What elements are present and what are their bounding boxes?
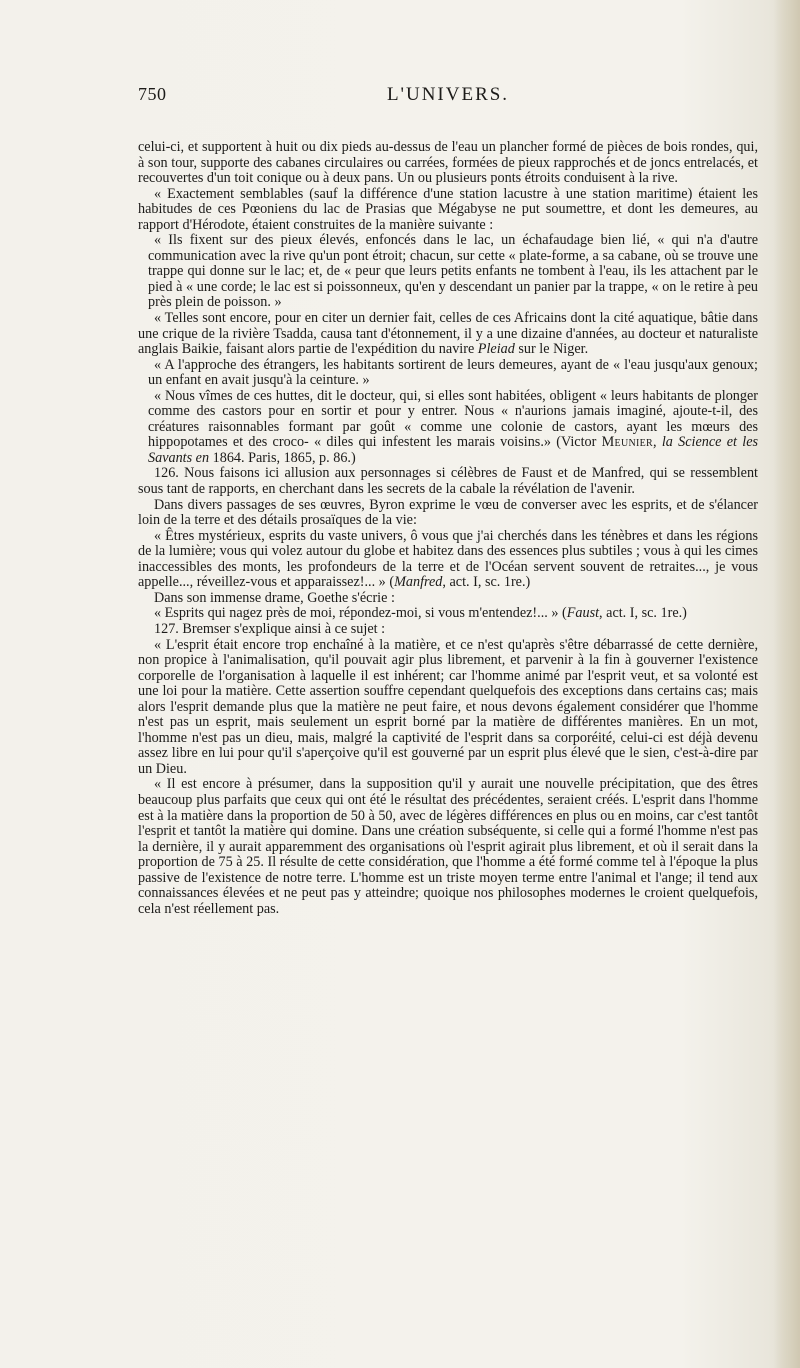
quote-text: « Esprits qui nagez près de moi, répondez-moi, si vous m'entendez!... »	[154, 605, 559, 622]
separator: ,	[653, 434, 662, 451]
ref-close: , act. I, sc. 1re.)	[599, 605, 687, 622]
quote-baikie: « A l'approche des étrangers, les habitants sortirent de leurs demeures, ayant de « l'eau jusqu'aux genoux; un enfant en avait jusqu'à la ceinture. »	[148, 356, 758, 389]
author-name: Meunier	[601, 434, 654, 451]
page-number: 750	[138, 84, 167, 104]
paragraph-text: « Telles sont encore, pour en citer un dernier fait, celles de ces Africains dont la cité aquatique, bâtie dans une crique de la rivière Tsadda, causa tant d'étonnement, il y a une dizaine d'années, au docteur et naturaliste anglais Baikie, faisant alors partie de l'expédition du navire	[138, 310, 758, 358]
body-text	[138, 140, 758, 917]
quote-text: « Êtres mystérieux, esprits du vaste univers, ô vous que j'ai cherchés dans les ténèbres et dans les régions de la lumière; vous qui volez autour du globe et habitez dans des essences plus subtiles ; vous à qui les cimes inaccessibles des monts, les profondeurs de la terre et de l'Océan servent souvent de retraites..., je vous appelle..., réveillez-vous et apparaissez!... »	[138, 527, 758, 591]
quote-faust	[138, 606, 758, 622]
ref-open: (	[558, 605, 567, 622]
ref-open: (	[385, 574, 395, 591]
note-127: 127. Bremser s'explique ainsi à ce sujet :	[154, 620, 386, 637]
ref-close: , act. I, sc. 1re.)	[442, 574, 531, 591]
paragraph: Dans divers passages de ses œuvres, Byron exprime le vœu de converser avec les esprits, et de s'élancer loin de la terre et des détails prosaïques de la vie:	[138, 496, 758, 529]
ship-name: Pleiad	[477, 341, 515, 358]
quote-text: « Nous vîmes de ces huttes, dit le docteur, qui, si elles sont habitées, obligent « leurs habitants de plonger comme des castors pour en sortir et pour y entrer. Nous « n'aurions jamais imaginé, ajoute-t-il, des créatures raisonnables formant par goût « comme une colonie de castors, ayant les mœurs des hippopotames et des croco- « diles qui infestent les marais voisins.» (Victor	[148, 387, 758, 451]
quote-herodotus: « Ils fixent sur des pieux élevés, enfoncés dans le lac, un échafaudage bien lié, « qui n'a d'autre communication avec la rive qu'un pont étroit; chacun, sur cette « plate-forme, a sa cabane, où se trouve une trappe qui donne sur le lac; et, de « peur que leurs petits enfants ne tombent à l'eau, ils les attachent par le pied à « une corde; le lac est si poissonneux, qu'en y descendant un panier par la trappe, « on le retire à peu près plein de poisson. »	[148, 232, 758, 311]
quote-bremser: « L'esprit était encore trop enchaîné à la matière, et ce n'est qu'après s'être débarrassé de cette dernière, non propice à l'animalisation, qu'il pouvait agir plus librement, et parvenir à la fin à gouverner l'existence corporelle de l'organisation à laquelle il est inhérent; car l'homme animé par l'esprit veut, et sa volonté est une loi pour la matière. Cette assertion souffre cependant quelquefois des exceptions dans certains cas; mais alors l'esprit demande plus que la matière ne peut faire, et nous devons également considérer que l'homme n'est pas un esprit, mais seulement un esprit borné par la matière de différentes manières. En un mot, l'homme n'est pas un dieu, mais, malgré la captivité de l'esprit dans sa corporéité, celui-ci est déjà devenu assez libre en lui pour qu'il s'aperçoive qu'il est gouverné par un esprit plus élevé que le sien, c'est-à-dire par un Dieu.	[138, 636, 758, 777]
quote-manfred	[138, 529, 758, 591]
manfred-title: Manfred	[394, 574, 443, 591]
paragraph-text: sur le Niger.	[514, 341, 589, 358]
paragraph	[138, 311, 758, 358]
quote-baikie-2	[138, 389, 758, 467]
page-header	[138, 84, 758, 110]
paragraph: celui-ci, et supportent à huit ou dix pieds au-dessus de l'eau un plancher formé de pièces de bois rondes, qui, à son tour, supporte des cabanes circulaires ou carrées, formées de pieux rapprochés et de joncs entrelacés, et recouvertes d'un toit conique ou à deux pans. Un ou plusieurs ponts étroits conduisent à la rive.	[138, 139, 758, 187]
paragraph: Dans son immense drame, Goethe s'écrie :	[154, 589, 395, 606]
quote-bremser-2: « Il est encore à présumer, dans la supposition qu'il y aurait une nouvelle précipitation, que des êtres beaucoup plus parfaits que ceux qui ont été le résultat des précédentes, seraient créés. L'esprit dans l'homme est à la matière dans la proportion de 50 à 50, avec de légères différences en plus ou en moins, car c'est tantôt l'esprit et tantôt la matière qui domine. Dans une création subséquente, si celle qui a formé l'homme n'est pas la dernière, il y aurait apparemment des organisations où l'esprit agirait plus librement, et où il serait dans la proportion de 75 à 25. Il résulte de cette considération, que l'homme a été formé comme tel à l'époque la plus passive de l'existence de notre terre. L'homme est un triste moyen terme entre l'animal et l'ange; il tend aux connaissances élevées et ne peut pas y atteindre; quoique nos philosophes modernes le croient quelquefois, cela n'est réellement pas.	[138, 776, 759, 917]
book-title: la Science et les Savants en	[148, 434, 759, 466]
paragraph: « Exactement semblables (sauf la différence d'une station lacustre à une station maritime) étaient les habitudes de ces Pœoniens du lac de Prasias que Mégabyse ne put soumettre, et dont les demeures, au rapport d'Hérodote, étaient construites de la manière suivante :	[138, 185, 758, 233]
book-reference: 1864. Paris, 1865, p. 86.)	[209, 449, 356, 466]
note-126: 126. Nous faisons ici allusion aux personnages si célèbres de Faust et de Manfred, qui se ressemblent sous tant de rapports, en cherchant dans les secrets de la cabale la révélation de l'avenir.	[138, 465, 758, 498]
page-edge-shadow	[774, 0, 800, 1368]
faust-title: Faust	[566, 605, 600, 622]
running-title: L'UNIVERS.	[386, 84, 510, 105]
